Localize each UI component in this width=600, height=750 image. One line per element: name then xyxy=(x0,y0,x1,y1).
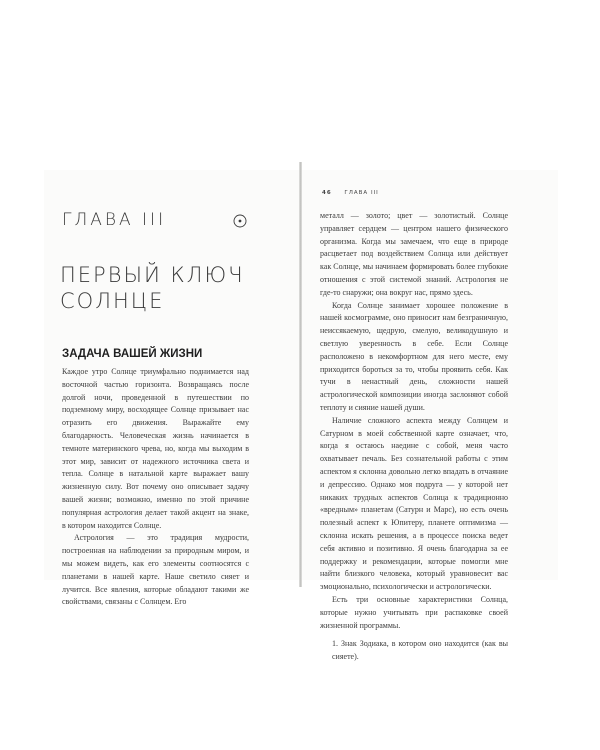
chapter-title-line: СОЛНЦЕ xyxy=(60,289,165,313)
sun-glyph-icon xyxy=(233,214,247,228)
list-item: 1. Знак Зодиака, в котором оно находится (как вы сияете). xyxy=(332,639,508,662)
paragraph: Есть три основные характеристики Солнца, которые нужно учитывать при распаковке своей жизненной программы. xyxy=(320,594,508,630)
paragraph: Каждое утро Солнце триумфально поднимается над восточной частью горизонта. Возвращаясь после долгой ночи, проведенной в путешествии по подземному миру, восходящее Солнце призывает нас отразить его движения. Выражайте ему благодарность. Человеческая жизнь начинается в темноте материнского чрева, но, когда мы выходим в этот мир, зависит от надежного источника света и тепла. Солнце в натальной карте выражает вашу жизненную силу. Вот почему оно описывает задачу вашей жизни; возможно, именно по этой причине популярная астрология делает такой акцент на знаке, в котором находится Солнце. xyxy=(62,367,249,530)
running-head-title: ГЛАВА III xyxy=(344,190,379,196)
running-head xyxy=(322,190,379,196)
right-body-text xyxy=(320,210,508,664)
chapter-title-line: ПЕРВЫЙ КЛЮЧ xyxy=(60,263,245,287)
paragraph: металл — золото; цвет — золотистый. Солнце управляет сердцем — центром нашего физического организма. Когда мы замечаем, что еще в природе расцветает под воздействием Солнца или действует как Солнце, мы начинаем формировать более глубокие отношения с этой системой знаний. Астрология не где-то снаружи; она вокруг нас, прямо здесь. xyxy=(320,211,508,297)
paragraph: Когда Солнце занимает хорошее положение в нашей космограмме, оно приносит нам безграничную, неиссякаемую, щедрую, смелую, великодушную и светлую уверенность в себе. Если Солнце расположено в некомфортном для него месте, ему приходится бороться за то, чтобы проявить себя. Как тучи в ненастный день, сложности нашей астрологической композиции иногда заслоняют собой теплоту и сияние нашей души. xyxy=(320,300,508,412)
paragraph: Астрология — это традиция мудрости, построенная на наблюдении за природным миром, и мы можем видеть, как его элементы соотносятся с планетами в нашей карте. Наше светило сияет и лучится. Все явления, которые обладают такими же свойствами, связаны с Солнцем. Его xyxy=(62,533,249,607)
paragraph: Наличие сложного аспекта между Солнцем и Сатурном в моей собственной карте означает, что, когда я остаюсь наедине с собой, меня часто охватывает печаль. Без сознательной работы с этим аспектом я склонна довольно легко впадать в отчаяние и депрессию. Однако моя подруга — у которой нет никаких трудных аспектов Солнца к традиционно «вредным» планетам (Сатурн и Марс), но есть очень полезный аспект к Юпитеру, планете оптимизма — склонна искать решения, а в процессе поиска ведет себя активно и позитивно. Я очень благодарна за ее поддержку и рекомендации, которые помогли мне найти близкого человека, который уравновесит вас эмоционально, психологически и астрологически. xyxy=(320,415,508,592)
page-number: 46 xyxy=(322,190,332,196)
section-heading: ЗАДАЧА ВАШЕЙ ЖИЗНИ xyxy=(62,348,203,360)
left-body-text xyxy=(62,366,249,609)
chapter-title xyxy=(60,262,280,314)
chapter-label: ГЛАВА III xyxy=(62,210,167,230)
